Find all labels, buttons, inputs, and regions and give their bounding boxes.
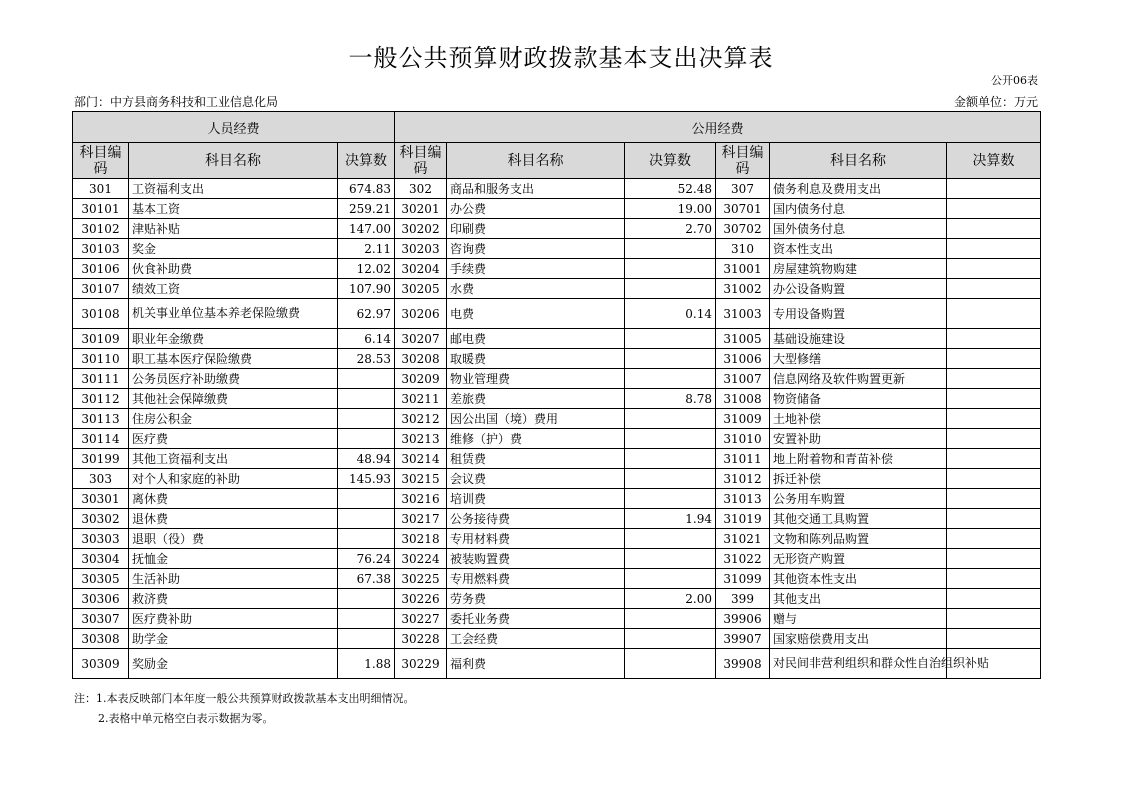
item-amount: 6.14 (338, 329, 395, 349)
item-code: 31012 (716, 469, 770, 489)
group-header-public: 公用经费 (395, 112, 1041, 143)
item-code: 30101 (73, 199, 129, 219)
table-row (73, 369, 1041, 389)
table-row (73, 649, 1041, 679)
item-code: 30702 (716, 219, 770, 239)
item-amount (338, 489, 395, 509)
item-code: 30306 (73, 589, 129, 609)
item-amount (338, 409, 395, 429)
item-code: 30701 (716, 199, 770, 219)
item-amount: 28.53 (338, 349, 395, 369)
item-amount: 52.48 (625, 179, 716, 199)
item-name: 文物和陈列品购置 (770, 529, 947, 549)
item-name: 奖励金 (129, 649, 338, 679)
item-name: 其他社会保障缴费 (129, 389, 338, 409)
item-code: 30107 (73, 279, 129, 299)
item-name: 培训费 (447, 489, 625, 509)
item-name: 津贴补贴 (129, 219, 338, 239)
item-name: 大型修缮 (770, 349, 947, 369)
item-name: 咨询费 (447, 239, 625, 259)
item-name: 房屋建筑物购建 (770, 259, 947, 279)
item-amount (947, 509, 1041, 529)
table-row (73, 199, 1041, 219)
table-row (73, 609, 1041, 629)
item-code: 30207 (395, 329, 447, 349)
item-amount: 12.02 (338, 259, 395, 279)
item-code: 39906 (716, 609, 770, 629)
item-name: 医疗费 (129, 429, 338, 449)
item-amount (947, 239, 1041, 259)
item-code: 30209 (395, 369, 447, 389)
item-code: 310 (716, 239, 770, 259)
item-amount (338, 509, 395, 529)
item-code: 30229 (395, 649, 447, 679)
item-amount (947, 569, 1041, 589)
item-code: 30226 (395, 589, 447, 609)
item-code: 30199 (73, 449, 129, 469)
column-header-amount: 决算数 (338, 143, 395, 179)
item-name: 职工基本医疗保险缴费 (129, 349, 338, 369)
item-amount: 2.00 (625, 589, 716, 609)
item-amount (625, 239, 716, 259)
item-code: 30304 (73, 549, 129, 569)
item-name: 生活补助 (129, 569, 338, 589)
item-amount (947, 349, 1041, 369)
item-amount (338, 629, 395, 649)
item-code: 30228 (395, 629, 447, 649)
item-code: 39908 (716, 649, 770, 679)
item-amount (625, 549, 716, 569)
table-row (73, 179, 1041, 199)
item-amount (947, 489, 1041, 509)
item-code: 30213 (395, 429, 447, 449)
item-name: 办公设备购置 (770, 279, 947, 299)
item-name: 退职（役）费 (129, 529, 338, 549)
item-name: 其他工资福利支出 (129, 449, 338, 469)
form-code: 公开06表 (991, 74, 1038, 87)
table-row (73, 549, 1041, 569)
item-name: 物业管理费 (447, 369, 625, 389)
item-name: 劳务费 (447, 589, 625, 609)
table-body (73, 179, 1041, 679)
item-code: 30113 (73, 409, 129, 429)
item-amount (338, 589, 395, 609)
item-amount (338, 609, 395, 629)
item-amount (625, 369, 716, 389)
item-name: 绩效工资 (129, 279, 338, 299)
item-code: 30303 (73, 529, 129, 549)
item-code: 31009 (716, 409, 770, 429)
item-code: 30214 (395, 449, 447, 469)
item-name: 国家赔偿费用支出 (770, 629, 947, 649)
item-amount: 2.11 (338, 239, 395, 259)
item-amount: 48.94 (338, 449, 395, 469)
item-name: 邮电费 (447, 329, 625, 349)
item-code: 31021 (716, 529, 770, 549)
item-name: 国外债务付息 (770, 219, 947, 239)
table-row (73, 489, 1041, 509)
item-name: 其他资本性支出 (770, 569, 947, 589)
item-name: 印刷费 (447, 219, 625, 239)
item-code: 31006 (716, 349, 770, 369)
item-amount (947, 199, 1041, 219)
item-amount (625, 569, 716, 589)
item-code: 30112 (73, 389, 129, 409)
item-name: 机关事业单位基本养老保险缴费 (129, 299, 338, 329)
item-amount: 19.00 (625, 199, 716, 219)
expenditure-table (72, 111, 1041, 679)
item-name: 助学金 (129, 629, 338, 649)
table-row (73, 449, 1041, 469)
table-row (73, 259, 1041, 279)
item-name: 被装购置费 (447, 549, 625, 569)
item-name: 离休费 (129, 489, 338, 509)
item-code: 30208 (395, 349, 447, 369)
item-amount (947, 529, 1041, 549)
item-amount (947, 259, 1041, 279)
item-code: 30110 (73, 349, 129, 369)
item-amount (947, 299, 1041, 329)
item-name: 取暖费 (447, 349, 625, 369)
item-amount (625, 279, 716, 299)
item-name: 委托业务费 (447, 609, 625, 629)
item-code: 30204 (395, 259, 447, 279)
item-amount (625, 529, 716, 549)
item-name: 物资储备 (770, 389, 947, 409)
group-header-personnel: 人员经费 (73, 112, 395, 143)
table-row (73, 569, 1041, 589)
item-name: 基本工资 (129, 199, 338, 219)
item-name: 债务利息及费用支出 (770, 179, 947, 199)
item-amount (947, 389, 1041, 409)
item-amount: 145.93 (338, 469, 395, 489)
item-code: 30212 (395, 409, 447, 429)
item-name: 专用材料费 (447, 529, 625, 549)
item-amount (625, 259, 716, 279)
item-name: 对个人和家庭的补助 (129, 469, 338, 489)
item-name: 其他交通工具购置 (770, 509, 947, 529)
item-amount (625, 329, 716, 349)
item-amount: 1.88 (338, 649, 395, 679)
item-amount (338, 369, 395, 389)
item-code: 30103 (73, 239, 129, 259)
item-code: 30202 (395, 219, 447, 239)
item-code: 31022 (716, 549, 770, 569)
column-header-code: 科目编码 (716, 143, 770, 179)
item-name: 救济费 (129, 589, 338, 609)
item-amount: 259.21 (338, 199, 395, 219)
column-header-code: 科目编码 (73, 143, 129, 179)
item-code: 30225 (395, 569, 447, 589)
item-amount (625, 449, 716, 469)
column-header-amount: 决算数 (625, 143, 716, 179)
item-amount: 147.00 (338, 219, 395, 239)
item-amount (947, 469, 1041, 489)
item-name: 专用设备购置 (770, 299, 947, 329)
item-name: 办公费 (447, 199, 625, 219)
item-name: 工会经费 (447, 629, 625, 649)
item-amount (625, 409, 716, 429)
column-header-code: 科目编码 (395, 143, 447, 179)
item-name: 租赁费 (447, 449, 625, 469)
item-name: 土地补偿 (770, 409, 947, 429)
item-name: 地上附着物和青苗补偿 (770, 449, 947, 469)
item-name: 会议费 (447, 469, 625, 489)
item-amount (338, 529, 395, 549)
item-amount: 8.78 (625, 389, 716, 409)
item-amount: 2.70 (625, 219, 716, 239)
item-name: 赠与 (770, 609, 947, 629)
item-code: 30109 (73, 329, 129, 349)
item-amount (625, 489, 716, 509)
item-amount (947, 449, 1041, 469)
item-amount (947, 179, 1041, 199)
item-code: 303 (73, 469, 129, 489)
column-header-name: 科目名称 (129, 143, 338, 179)
item-name: 安置补助 (770, 429, 947, 449)
item-code: 30102 (73, 219, 129, 239)
item-name: 电费 (447, 299, 625, 329)
notes (74, 689, 415, 729)
item-code: 30308 (73, 629, 129, 649)
item-code: 30201 (395, 199, 447, 219)
item-amount (338, 389, 395, 409)
item-name: 基础设施建设 (770, 329, 947, 349)
table-row (73, 509, 1041, 529)
item-amount (625, 629, 716, 649)
item-code: 30215 (395, 469, 447, 489)
item-name: 住房公积金 (129, 409, 338, 429)
table-row (73, 389, 1041, 409)
item-name: 公务员医疗补助缴费 (129, 369, 338, 389)
item-code: 30206 (395, 299, 447, 329)
note-1: 注：1.本表反映部门本年度一般公共预算财政拨款基本支出明细情况。 (74, 692, 415, 705)
item-code: 30309 (73, 649, 129, 679)
note-2: 2.表格中单元格空白表示数据为零。 (98, 712, 274, 725)
item-name: 差旅费 (447, 389, 625, 409)
item-name: 工资福利支出 (129, 179, 338, 199)
item-name: 水费 (447, 279, 625, 299)
item-code: 30205 (395, 279, 447, 299)
item-amount: 76.24 (338, 549, 395, 569)
item-name: 资本性支出 (770, 239, 947, 259)
item-code: 31003 (716, 299, 770, 329)
item-name: 商品和服务支出 (447, 179, 625, 199)
item-code: 30114 (73, 429, 129, 449)
item-amount: 1.94 (625, 509, 716, 529)
item-code: 39907 (716, 629, 770, 649)
item-code: 31007 (716, 369, 770, 389)
item-code: 30301 (73, 489, 129, 509)
item-amount: 62.97 (338, 299, 395, 329)
table-row (73, 219, 1041, 239)
department-label: 部门：中方县商务科技和工业信息化局 (74, 95, 279, 109)
item-code: 31010 (716, 429, 770, 449)
table-row (73, 299, 1041, 329)
table-row (73, 239, 1041, 259)
item-code: 30218 (395, 529, 447, 549)
item-code: 30106 (73, 259, 129, 279)
item-name: 其他支出 (770, 589, 947, 609)
column-header-name: 科目名称 (770, 143, 947, 179)
item-code: 301 (73, 179, 129, 199)
table-row (73, 529, 1041, 549)
item-code: 30305 (73, 569, 129, 589)
item-code: 30307 (73, 609, 129, 629)
item-code: 31001 (716, 259, 770, 279)
item-amount (947, 629, 1041, 649)
item-code: 30302 (73, 509, 129, 529)
item-name: 医疗费补助 (129, 609, 338, 629)
item-code: 30108 (73, 299, 129, 329)
item-code: 30224 (395, 549, 447, 569)
item-name: 专用燃料费 (447, 569, 625, 589)
item-code: 31013 (716, 489, 770, 509)
item-name: 手续费 (447, 259, 625, 279)
table-row (73, 329, 1041, 349)
item-amount (625, 469, 716, 489)
item-amount: 107.90 (338, 279, 395, 299)
item-name: 因公出国（境）费用 (447, 409, 625, 429)
item-amount: 674.83 (338, 179, 395, 199)
column-header-amount: 决算数 (947, 143, 1041, 179)
item-amount (947, 279, 1041, 299)
item-code: 31005 (716, 329, 770, 349)
item-code: 31011 (716, 449, 770, 469)
item-amount (625, 349, 716, 369)
item-amount (625, 609, 716, 629)
table-row (73, 409, 1041, 429)
item-amount (625, 649, 716, 679)
item-name: 退休费 (129, 509, 338, 529)
table-row (73, 429, 1041, 449)
item-name: 奖金 (129, 239, 338, 259)
column-header-name: 科目名称 (447, 143, 625, 179)
item-code: 31002 (716, 279, 770, 299)
item-amount (947, 329, 1041, 349)
item-code: 30227 (395, 609, 447, 629)
item-amount: 0.14 (625, 299, 716, 329)
item-name: 国内债务付息 (770, 199, 947, 219)
item-name: 抚恤金 (129, 549, 338, 569)
item-code: 31099 (716, 569, 770, 589)
item-amount: 67.38 (338, 569, 395, 589)
item-name: 伙食补助费 (129, 259, 338, 279)
item-code: 30111 (73, 369, 129, 389)
item-name: 维修（护）费 (447, 429, 625, 449)
item-code: 30211 (395, 389, 447, 409)
item-name: 无形资产购置 (770, 549, 947, 569)
item-name: 公务用车购置 (770, 489, 947, 509)
item-name: 福利费 (447, 649, 625, 679)
item-name: 对民间非营利组织和群众性自治组织补贴 (770, 649, 947, 679)
table-row (73, 279, 1041, 299)
item-amount (947, 369, 1041, 389)
item-name: 职业年金缴费 (129, 329, 338, 349)
table-row (73, 629, 1041, 649)
item-amount (625, 429, 716, 449)
item-amount (947, 219, 1041, 239)
item-amount (947, 589, 1041, 609)
table-row (73, 469, 1041, 489)
page-title: 一般公共预算财政拨款基本支出决算表 (348, 44, 774, 72)
item-code: 30203 (395, 239, 447, 259)
item-amount (947, 409, 1041, 429)
item-amount (947, 549, 1041, 569)
item-code: 399 (716, 589, 770, 609)
item-name: 公务接待费 (447, 509, 625, 529)
item-amount (947, 429, 1041, 449)
table-row (73, 589, 1041, 609)
item-code: 30216 (395, 489, 447, 509)
item-code: 30217 (395, 509, 447, 529)
item-name: 信息网络及软件购置更新 (770, 369, 947, 389)
item-code: 31019 (716, 509, 770, 529)
item-code: 302 (395, 179, 447, 199)
item-code: 307 (716, 179, 770, 199)
table-row (73, 349, 1041, 369)
unit-label: 金额单位：万元 (953, 95, 1038, 109)
item-name: 拆迁补偿 (770, 469, 947, 489)
item-amount (947, 609, 1041, 629)
item-code: 31008 (716, 389, 770, 409)
item-amount (338, 429, 395, 449)
